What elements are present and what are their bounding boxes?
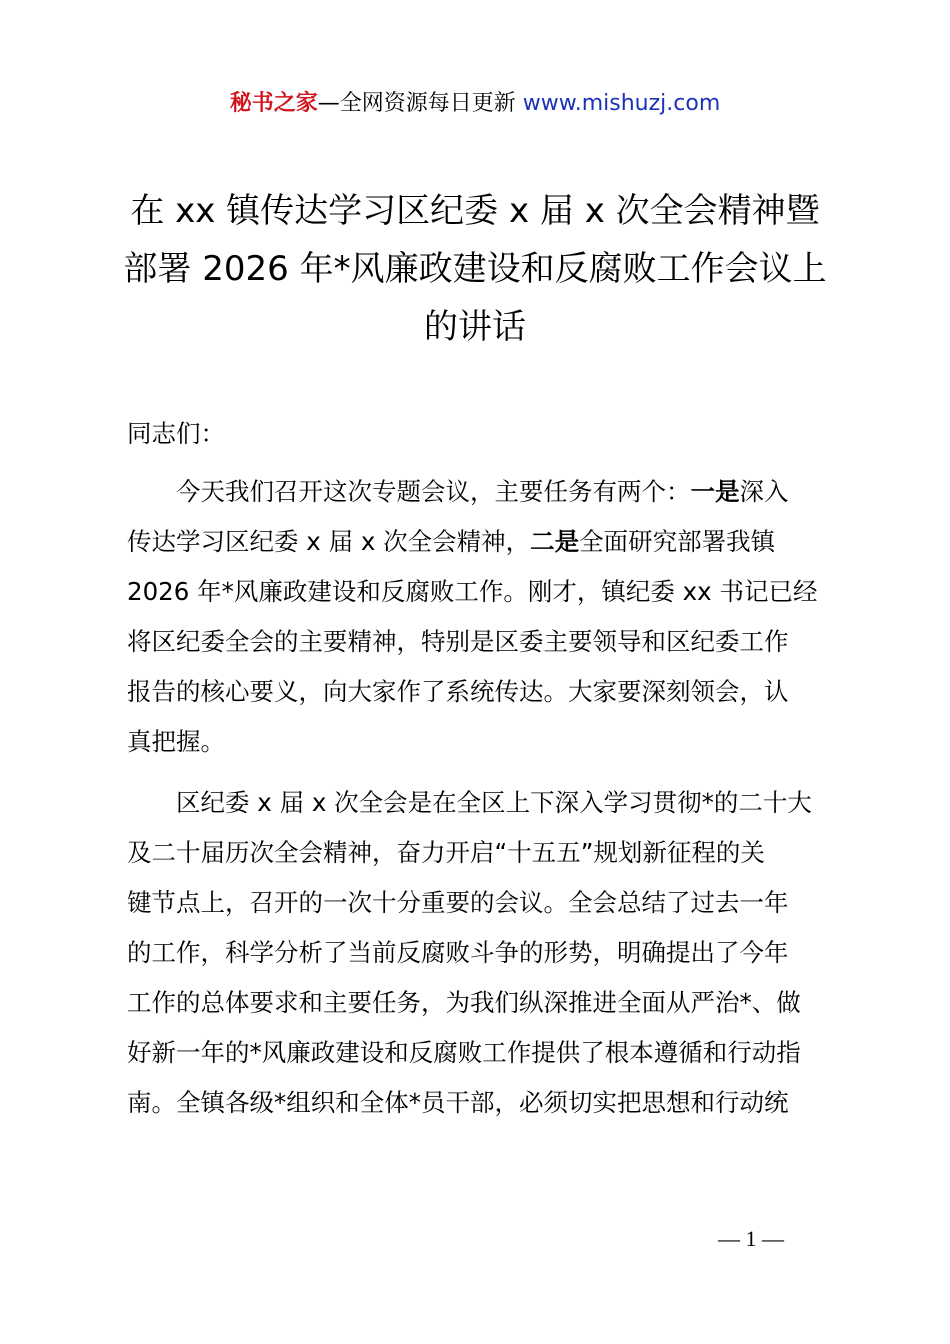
p1-line2-text: 传达学习区纪委 x 届 x 次全会精神， (127, 527, 531, 556)
site-slogan: —全网资源每日更新 (317, 91, 523, 116)
paragraph-1 (127, 467, 837, 767)
paragraph-2-line-5: 工作的总体要求和主要任务，为我们纵深推进全面从严治*、做 (127, 988, 801, 1017)
title-line-1: 在 xx 镇传达学习区纪委 x 届 x 次全会精神暨 (130, 191, 820, 231)
p1-line1-text: 今天我们召开这次专题会议，主要任务有两个： (176, 477, 691, 506)
page-number: — 1 — (718, 1226, 784, 1251)
paragraph-2-line-1: 区纪委 x 届 x 次全会是在全区上下深入学习贯彻*的二十大 (176, 788, 812, 817)
paragraph-1-line-1 (127, 467, 837, 517)
paragraph-2-line-4: 的工作，科学分析了当前反腐败斗争的形势，明确提出了今年 (127, 938, 789, 967)
site-brand: 秘书之家 (229, 91, 318, 116)
title-line-2: 部署 2026 年*风廉政建设和反腐败工作会议上 (123, 249, 827, 289)
salutation: 同志们： (127, 419, 225, 448)
paragraph-1-line-4: 将区纪委全会的主要精神，特别是区委主要领导和区纪委工作 (127, 627, 789, 656)
emphasis-second: 二是 (530, 527, 580, 556)
paragraph-2-line-2: 及二十届历次全会精神，奋力开启“十五五”规划新征程的关 (127, 838, 765, 867)
p1-line2-tail: 全面研究部署我镇 (579, 527, 776, 556)
site-header (0, 86, 950, 122)
paragraph-2-line-6: 好新一年的*风廉政建设和反腐败工作提供了根本遵循和行动指 (127, 1038, 801, 1067)
paragraph-1-line-2 (127, 517, 837, 567)
paragraph-1-line-6: 真把握。 (127, 727, 225, 756)
document-title (120, 182, 830, 356)
site-url-link[interactable]: www.mishuzj.com (522, 91, 721, 116)
paragraph-2-line-7: 南。全镇各级*组织和全体*员干部，必须切实把思想和行动统 (127, 1088, 789, 1117)
title-line-3: 的讲话 (424, 307, 526, 347)
paragraph-1-line-5: 报告的核心要义，向大家作了系统传达。大家要深刻领会，认 (127, 677, 789, 706)
paragraph-1-line-3: 2026 年*风廉政建设和反腐败工作。刚才，镇纪委 xx 书记已经 (127, 577, 818, 606)
p1-line1-tail: 深入 (739, 477, 789, 506)
paragraph-2 (127, 778, 837, 1128)
paragraph-2-line-3: 键节点上，召开的一次十分重要的会议。全会总结了过去一年 (127, 888, 789, 917)
emphasis-first: 一是 (690, 477, 740, 506)
